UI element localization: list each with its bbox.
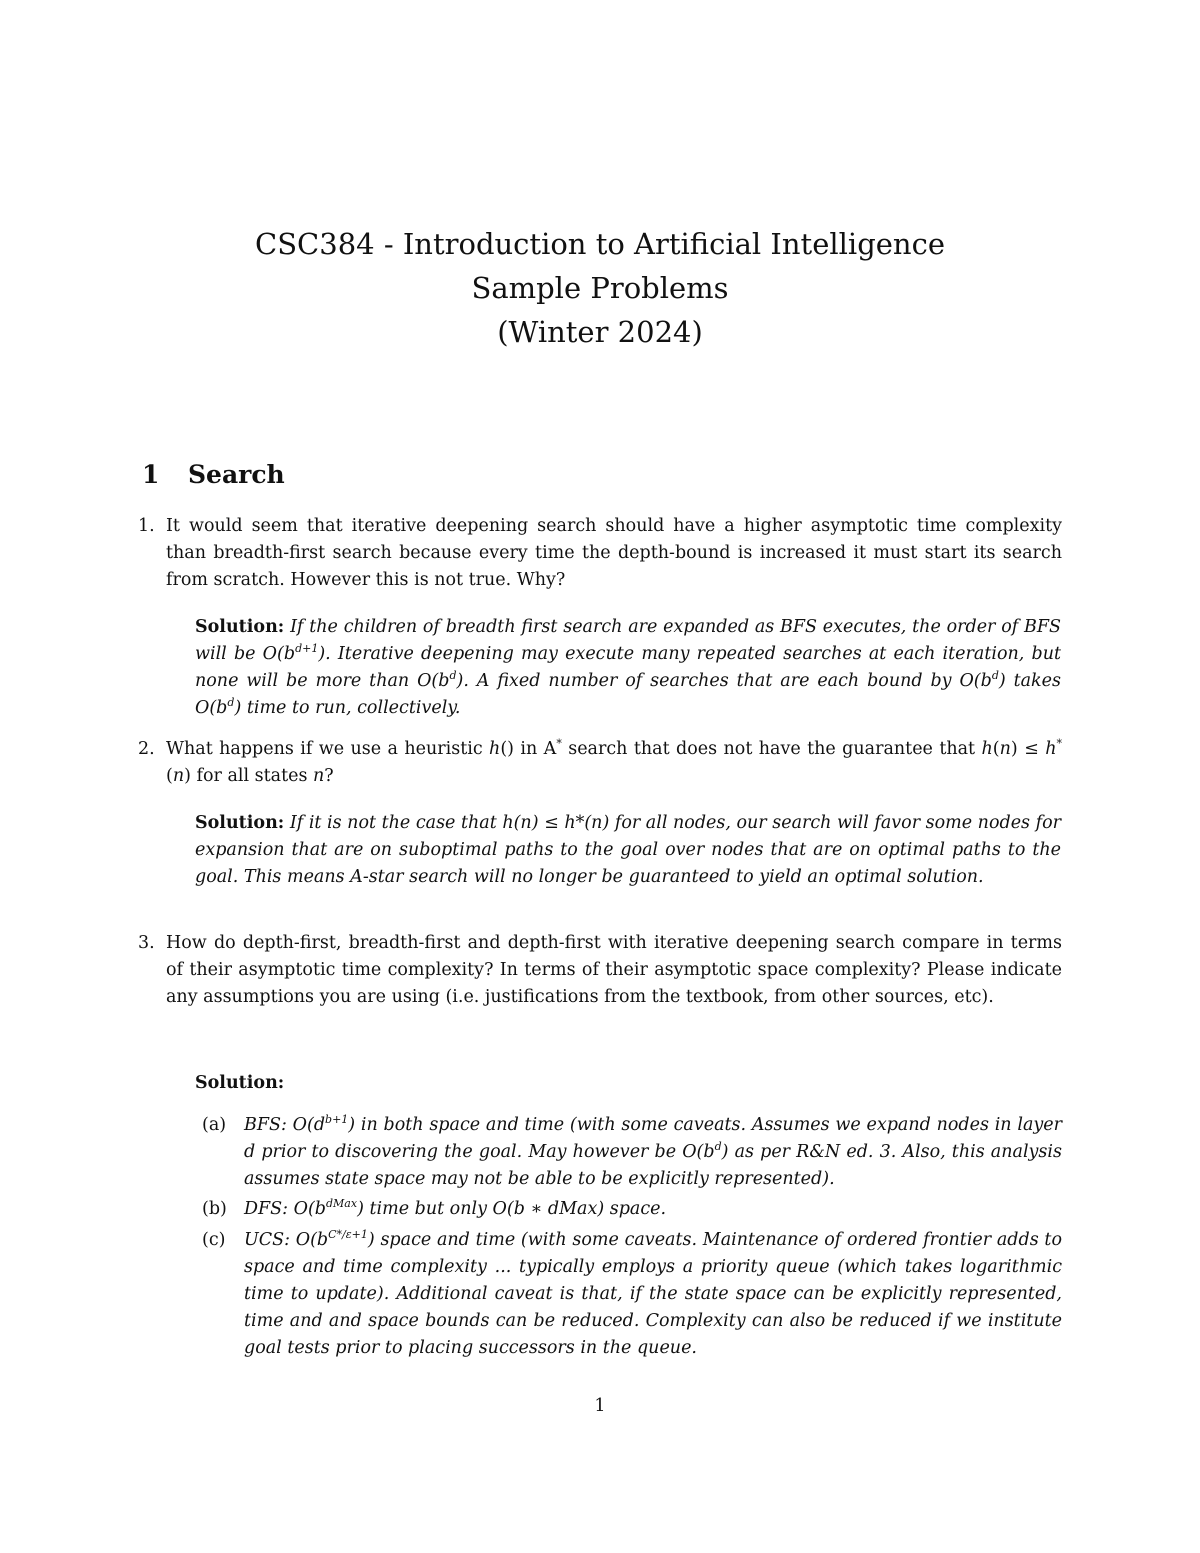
question-2 — [138, 736, 1062, 790]
solution-text: If it is not the case that h(n) ≤ h*(n) for all nodes, our search will favor some nodes for expansion that are on suboptimal paths to the goal over nodes that are on optimal paths to the goal. This means A-star search will no longer be guaranteed to yield an optimal solution. — [195, 813, 1061, 887]
subtitle: Sample Problems — [471, 271, 729, 305]
section-title: Search — [188, 460, 285, 489]
item-text: BFS: $O(d^{b+1})$ in both space and time (with some caveats. Assumes we expand nodes in layer d prior to discovering the goal. May however be $O(b^d)$ as per R&N ed. 3. Also, this analysis assumes state space may not be able to be explicitly represented). — [244, 1113, 1062, 1189]
solution-item-c — [202, 1227, 1062, 1362]
item-text: UCS: $O(b^{C*/\varepsilon+1})$ space and time (with some caveats. Maintenance of ordered frontier adds to space and time complexity ... typically employs a priority queue (which takes logarithmic time to update). Additional caveat is that, if the state space can be explicitly represented, time and and space bounds can be reduced. Complexity can also be reduced if we institute goal tests prior to placing successors in the queue. — [244, 1228, 1062, 1358]
question-number: 3. — [138, 933, 155, 953]
question-text: How do depth-first, breadth-first and depth-first with iterative deepening search compare in terms of their asymptotic time complexity? In terms of their asymptotic space complexity? Please indicate any assumptions you are using (i.e. justifications from the textbook, from other sources, etc). — [166, 933, 1062, 1007]
course-title: CSC384 - Introduction to Artificial Intelligence — [255, 227, 945, 261]
section-heading — [142, 460, 285, 489]
solution-2 — [195, 810, 1061, 891]
solution-label: Solution: — [195, 813, 285, 833]
solution-text: If the children of breadth first search are expanded as BFS executes, the order of BFS will be $O(b^{d+1})$. Iterative deepening may execute many repeated searches at each iteration, but none will be more than $O(b^d)$. A fixed number of searches that are each bound by $O(b^d)$ takes $O(b^d)$ time to run, collectively. — [195, 617, 1062, 718]
solution-label: Solution: — [195, 1073, 285, 1093]
solution-item-b — [202, 1196, 1062, 1223]
item-label: (c) — [202, 1230, 226, 1250]
item-label: (b) — [202, 1199, 227, 1219]
item-label: (a) — [202, 1115, 227, 1135]
question-text: It would seem that iterative deepening search should have a higher asymptotic time complexity than breadth-first search because every time the depth-bound is increased it must start its search from scratch. However this is not true. Why? — [166, 516, 1062, 590]
solution-item-a — [202, 1112, 1062, 1193]
solution-1 — [195, 614, 1061, 722]
question-text: What happens if we use a heuristic h() in A* search that does not have the guarantee that h(n) ≤ h*(n) for all states n? — [166, 737, 1062, 786]
question-number: 1. — [138, 516, 155, 536]
question-1 — [138, 513, 1062, 594]
page-number: 1 — [594, 1396, 606, 1416]
title-block — [0, 222, 1200, 354]
term: (Winter 2024) — [497, 315, 703, 349]
item-text: DFS: $O(b^{dMax})$ time but only O(b ∗ dMax) space. — [244, 1197, 667, 1219]
question-number: 2. — [138, 739, 155, 759]
solution-label: Solution: — [195, 617, 285, 637]
section-number: 1 — [142, 460, 160, 489]
question-3 — [138, 930, 1062, 1011]
solution-3 — [195, 1070, 1061, 1097]
